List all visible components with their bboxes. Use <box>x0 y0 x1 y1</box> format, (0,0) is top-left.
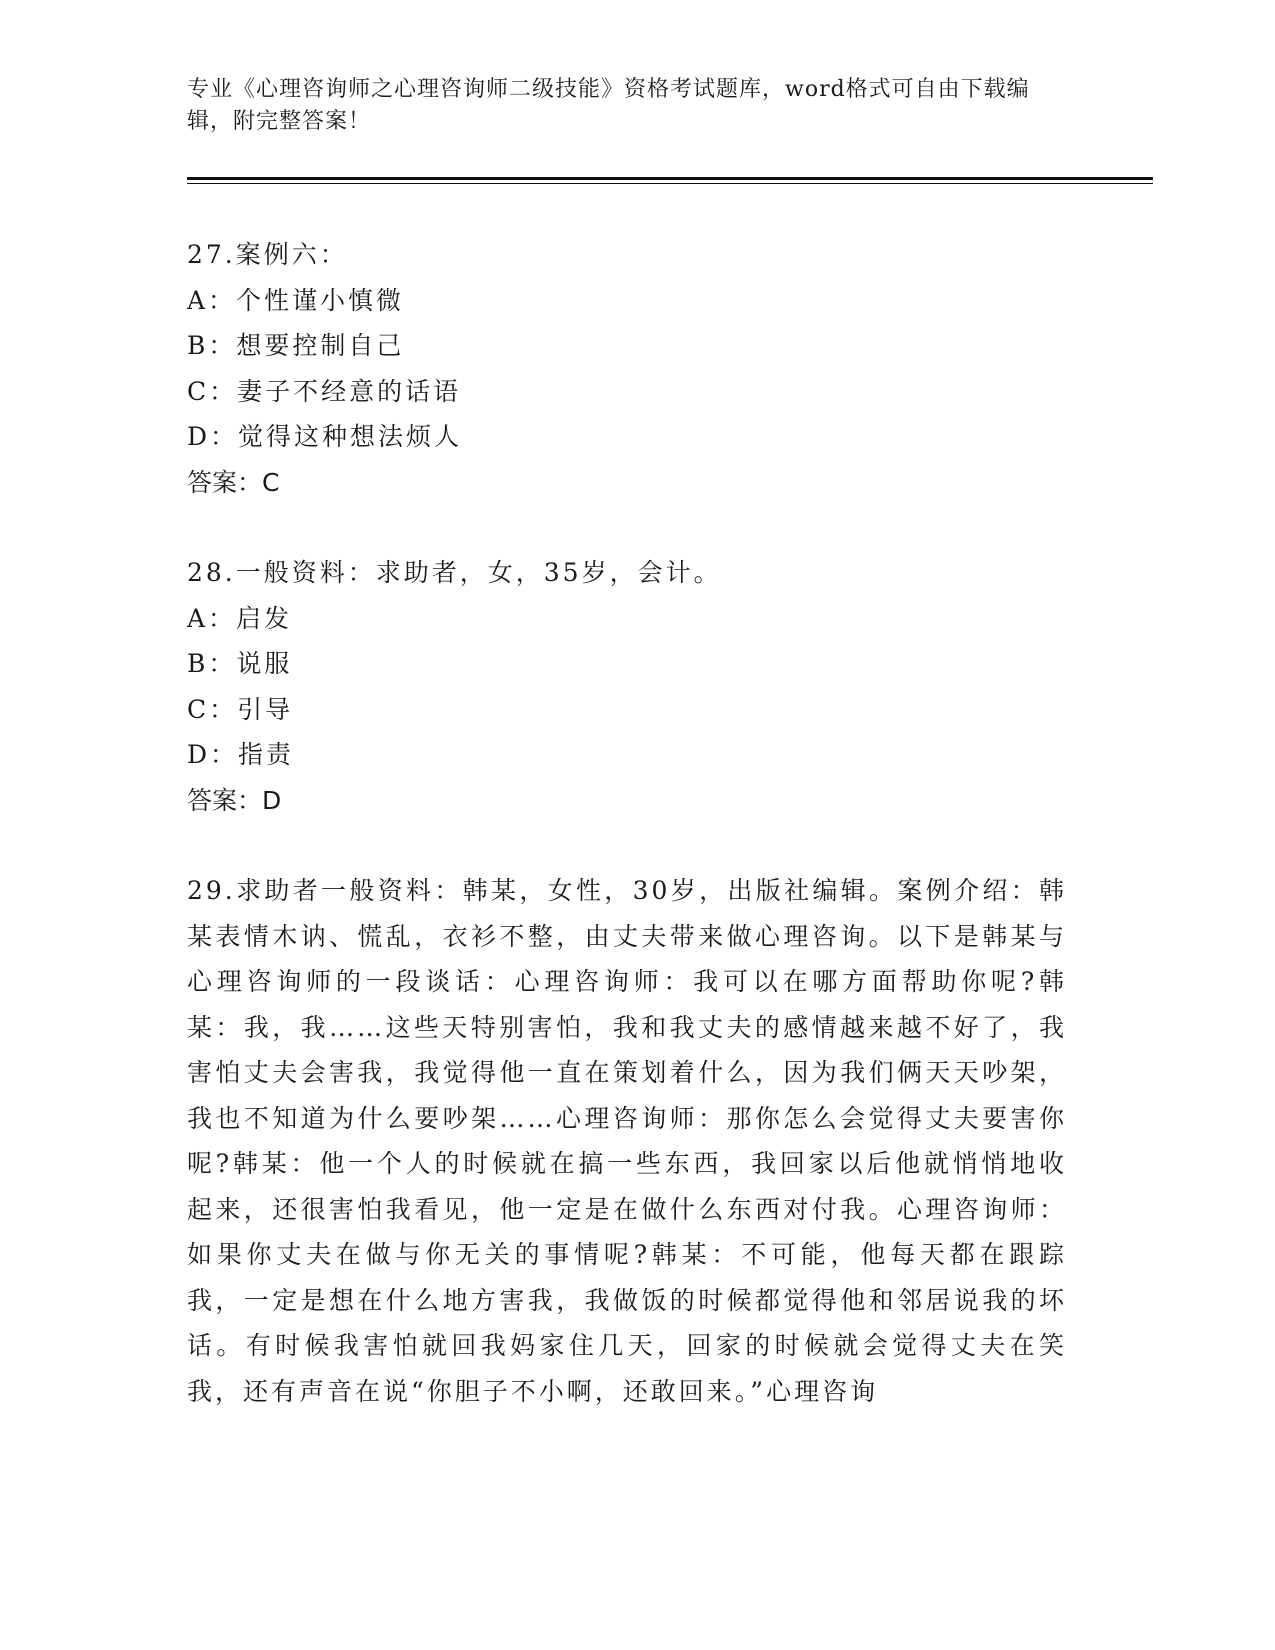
option-a: A：启发 <box>187 603 293 633</box>
question-stem: 28.一般资料：求助者，女，35岁，会计。 <box>187 558 722 587</box>
question-29 <box>187 868 1087 1414</box>
option-c: C：引导 <box>187 694 294 724</box>
question-27 <box>187 232 1087 505</box>
option-b: B：想要控制自己 <box>187 331 405 360</box>
option-b: B：说服 <box>187 649 293 678</box>
question-stem: 29.求助者一般资料：韩某，女性，30岁，出版社编辑。案例介绍：韩某表情木讷、慌乱，衣衫不整，由丈夫带来做心理咨询。以下是韩某与心理咨询师的一段谈话：心理咨询师：我可以在哪方面帮助你呢?韩某：我，我……这些天特别害怕，我和我丈夫的感情越来越不好了，我害怕丈夫会害我，我觉得他一直在策划着什么，因为我们俩天天吵架，我也不知道为什么要吵架……心理咨询师：那你怎么会觉得丈夫要害你呢?韩某：他一个人的时候就在搞一些东西，我回家以后他就悄悄地收起来，还很害怕我看见，他一定是在做什么东西对付我。心理咨询师：如果你丈夫在做与你无关的事情呢?韩某：不可能，他每天都在跟踪我，一定是想在什么地方害我，我做饭的时候都觉得他和邻居说我的坏话。有时候我害怕就回我妈家住几天，回家的时候就会觉得丈夫在笑我，还有声音在说“你胆子不小啊，还敢回来。”心理咨询 <box>187 876 1067 1406</box>
document-header: 专业《心理咨询师之心理咨询师二级技能》资格考试题库，word格式可自由下载编辑，附完整答案！ <box>187 77 1030 134</box>
option-d: D：指责 <box>187 740 295 769</box>
option-c: C：妻子不经意的话语 <box>187 376 462 406</box>
option-d: D：觉得这种想法烦人 <box>187 422 463 451</box>
option-a: A：个性谨小慎微 <box>187 285 405 315</box>
header-divider-thin <box>187 183 1153 184</box>
question-28 <box>187 550 1087 823</box>
header-divider-thick <box>187 177 1153 180</box>
answer-line: 答案：C <box>187 467 280 497</box>
answer-line: 答案：D <box>187 785 282 815</box>
question-stem: 27.案例六： <box>187 240 348 269</box>
